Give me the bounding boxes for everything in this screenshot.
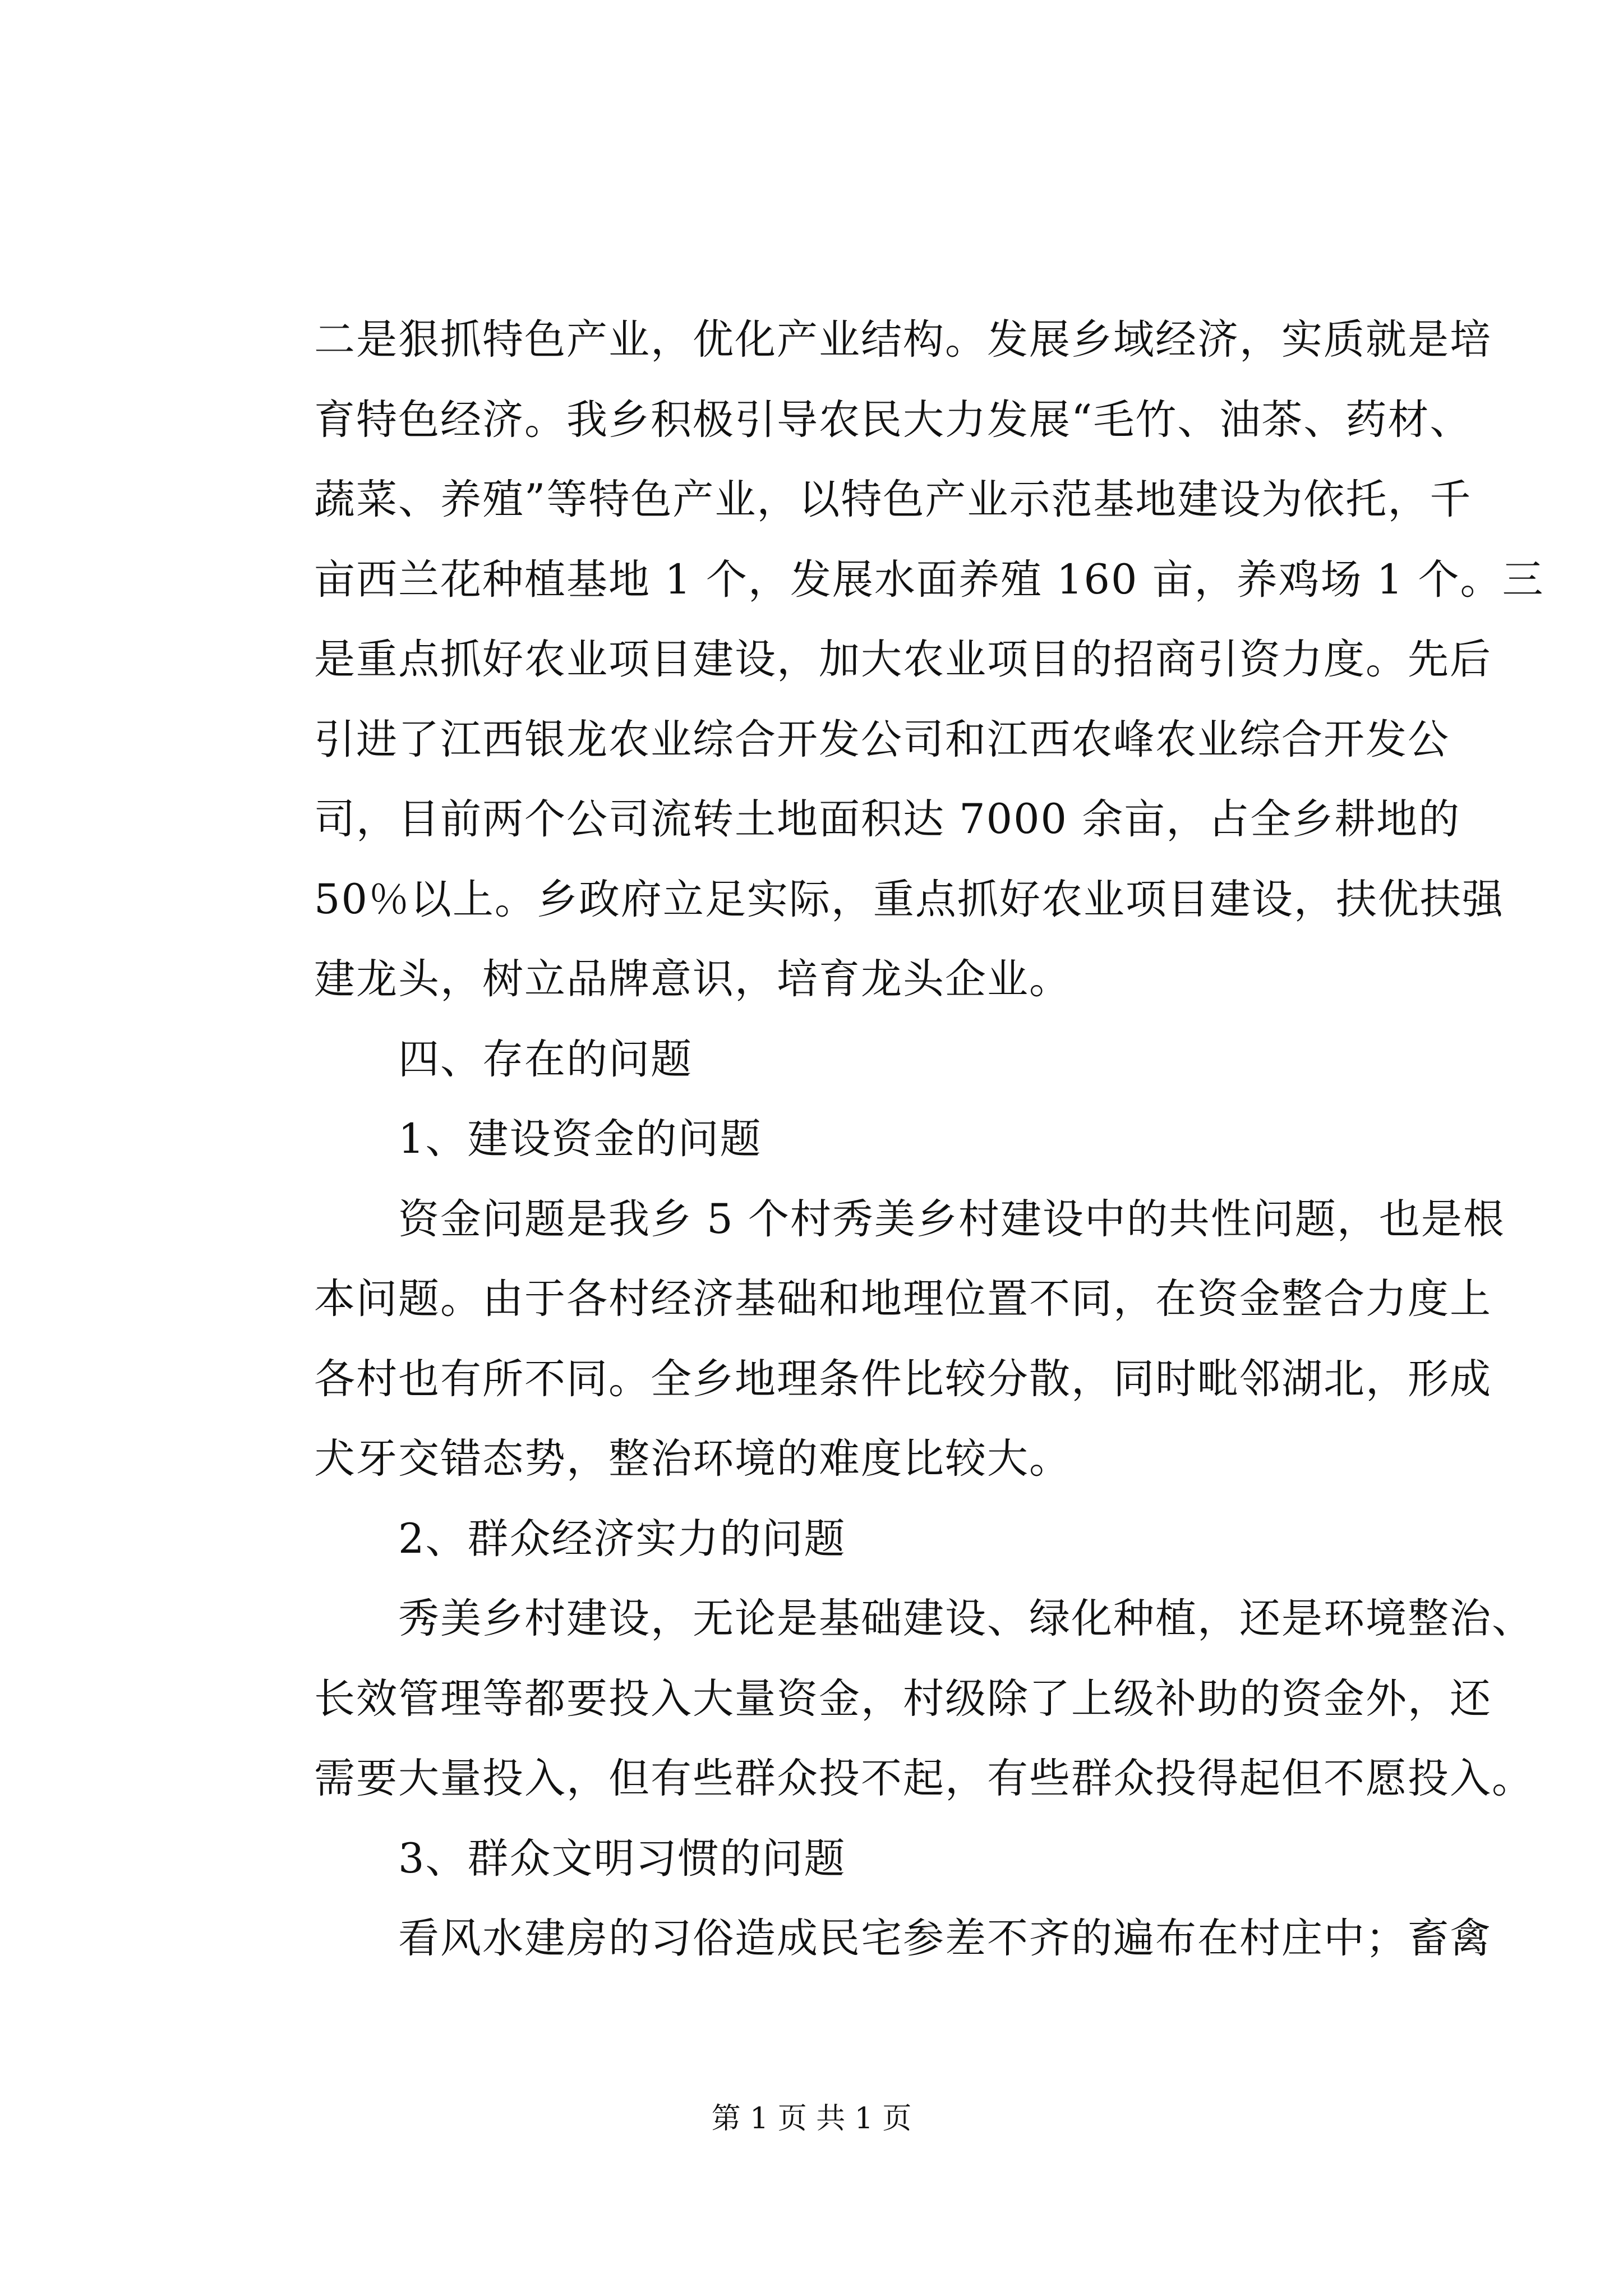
paragraph-line: 看风水建房的习俗造成民宅参差不齐的遍布在村庄中；畜禽 (398, 1915, 1492, 1962)
paragraph-line: 二是狠抓特色产业，优化产业结构。发展乡域经济，实质就是培 (314, 316, 1492, 364)
paragraph-line: 司，目前两个公司流转土地面积达 7000 余亩，占全乡耕地的 (314, 795, 1461, 843)
paragraph-line: 引进了江西银龙农业综合开发公司和江西农峰农业综合开发公 (314, 715, 1450, 763)
paragraph-line: 犬牙交错态势，整治环境的难度比较大。 (314, 1435, 1071, 1483)
paragraph-line: 50％以上。乡政府立足实际，重点抓好农业项目建设，扶优扶强 (314, 875, 1504, 923)
page-footer: 第 1 页 共 1 页 (711, 2102, 912, 2136)
paragraph-line: 蔬菜、养殖”等特色产业，以特色产业示范基地建设为依托，千 (314, 476, 1472, 523)
paragraph-line: 资金问题是我乡 5 个村秀美乡村建设中的共性问题，也是根 (398, 1195, 1505, 1243)
paragraph-line: 各村也有所不同。全乡地理条件比较分散，同时毗邻湖北，形成 (314, 1355, 1492, 1403)
section-heading: 四、存在的问题 (398, 1035, 693, 1083)
paragraph-line: 本问题。由于各村经济基础和地理位置不同，在资金整合力度上 (314, 1275, 1492, 1323)
paragraph-line: 亩西兰花种植基地 1 个，发展水面养殖 160 亩，养鸡场 1 个。三 (314, 555, 1544, 604)
paragraph-line: 建龙头，树立品牌意识，培育龙头企业。 (314, 955, 1071, 1003)
paragraph-line: 秀美乡村建设，无论是基础建设、绿化种植，还是环境整治、 (398, 1595, 1534, 1642)
paragraph-line: 是重点抓好农业项目建设，加大农业项目的招商引资力度。先后 (314, 636, 1492, 683)
paragraph-line: 育特色经济。我乡积极引导农民大力发展“毛竹、油茶、药材、 (314, 395, 1472, 444)
section-heading: 3、群众文明习惯的问题 (398, 1834, 846, 1883)
paragraph-line: 需要大量投入，但有些群众投不起，有些群众投得起但不愿投入。 (314, 1755, 1534, 1802)
section-heading: 1、建设资金的问题 (398, 1115, 762, 1163)
paragraph-line: 长效管理等都要投入大量资金，村级除了上级补助的资金外，还 (314, 1674, 1492, 1723)
document-body (314, 300, 1544, 1979)
section-heading: 2、群众经济实力的问题 (398, 1515, 846, 1563)
